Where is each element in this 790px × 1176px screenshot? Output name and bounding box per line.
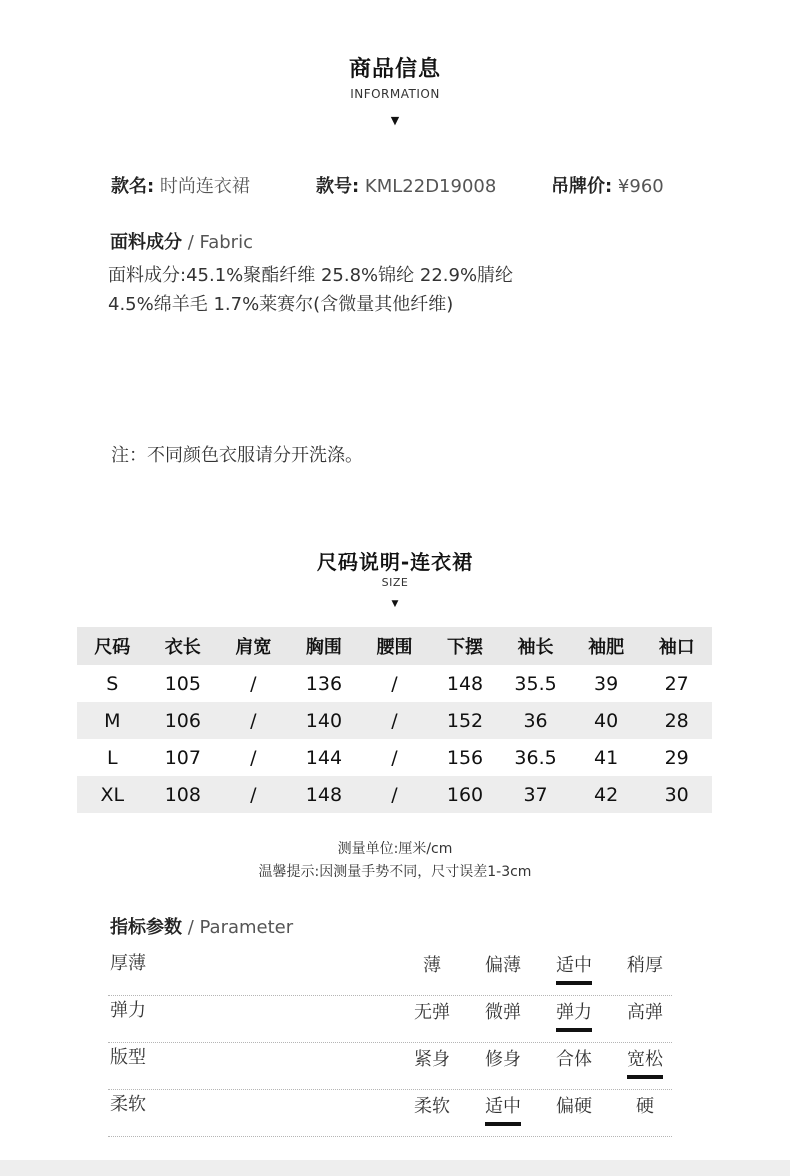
tag-price: [551, 172, 664, 198]
table-cell: 152: [446, 709, 484, 732]
style-number: [316, 172, 496, 198]
table-cell: 156: [446, 746, 484, 769]
table-cell: M: [104, 709, 121, 732]
style-number-value: KML22D19008: [359, 176, 497, 197]
header-sleeve-length: 袖长: [517, 637, 554, 658]
parameter-row-fit: [108, 1043, 672, 1090]
table-cell: 148: [305, 783, 343, 806]
table-cell: 144: [305, 746, 343, 769]
product-info-title: 商品信息: [348, 57, 441, 82]
header-sleeve-width: 袖肥: [588, 637, 625, 658]
parameter-heading-en: / Parameter: [182, 917, 294, 938]
parameter-label: 柔软: [110, 1094, 146, 1115]
header-cuff: 袖口: [658, 637, 695, 658]
table-cell: 160: [446, 783, 484, 806]
table-cell: 108: [164, 783, 201, 806]
table-cell: 107: [164, 746, 201, 769]
parameter-option: 偏薄: [485, 955, 521, 976]
parameter-option-selected: 适中: [546, 951, 602, 977]
table-cell: 148: [446, 672, 484, 695]
parameter-label: 厚薄: [110, 953, 146, 974]
fabric-heading-label: 面料成分: [110, 232, 182, 253]
table-cell: 36: [523, 709, 548, 732]
table-cell: 39: [594, 672, 619, 695]
wash-note: 注：不同颜色衣服请分开洗涤。: [111, 445, 363, 466]
size-table: [77, 627, 712, 813]
fabric-composition-line-2: 4.5%绵羊毛 1.7%莱赛尔(含微量其他纤维): [108, 294, 454, 315]
table-row: [77, 665, 712, 702]
chevron-down-icon: ▼: [390, 114, 400, 127]
table-row: [77, 739, 712, 776]
parameter-option: 紧身: [414, 1049, 450, 1070]
parameter-option: 偏硬: [556, 1096, 592, 1117]
parameter-option: 高弹: [627, 1002, 663, 1023]
table-cell: /: [391, 709, 398, 732]
parameter-row-softness: [108, 1090, 672, 1137]
table-cell: 42: [594, 783, 619, 806]
table-cell: 29: [664, 746, 689, 769]
table-cell: L: [106, 746, 118, 769]
parameter-label: 弹力: [110, 1000, 146, 1021]
measurement-unit-note: 测量单位:厘米/cm: [337, 841, 453, 857]
parameter-option: 薄: [423, 955, 441, 976]
style-name-value: 时尚连衣裙: [154, 176, 250, 197]
parameter-option: 稍厚: [627, 955, 663, 976]
parameter-option: 微弹: [485, 1002, 521, 1023]
header-hem: 下摆: [447, 637, 483, 658]
parameter-row-thickness: [108, 949, 672, 996]
product-info-subtitle: INFORMATION: [350, 87, 440, 101]
table-cell: /: [391, 672, 398, 695]
table-cell: 27: [664, 672, 689, 695]
table-row: [77, 776, 712, 813]
table-cell: 40: [594, 709, 619, 732]
tag-price-label: 吊牌价:: [551, 176, 613, 197]
table-cell: /: [250, 672, 257, 695]
parameter-label: 版型: [110, 1047, 146, 1068]
tag-price-value: ¥960: [612, 176, 664, 197]
size-info-title: 尺码说明-连衣裙: [316, 550, 474, 574]
table-cell: 35.5: [514, 672, 557, 695]
fabric-heading: [110, 228, 253, 254]
table-cell: 28: [664, 709, 689, 732]
parameter-heading: [110, 913, 293, 939]
table-row: [77, 702, 712, 739]
size-table-header: [77, 627, 712, 665]
fabric-composition-line-1: 面料成分:45.1%聚酯纤维 25.8%锦纶 22.9%腈纶: [108, 265, 514, 286]
size-info-subtitle: SIZE: [381, 576, 409, 589]
table-cell: 41: [594, 746, 619, 769]
bottom-divider-bar: [0, 1160, 790, 1176]
table-cell: XL: [100, 783, 125, 806]
parameter-option-selected: 适中: [475, 1092, 531, 1118]
table-cell: 30: [664, 783, 689, 806]
header-waist: 腰围: [376, 637, 413, 658]
header-chest: 胸围: [305, 637, 342, 658]
measurement-tip-note: 温馨提示:因测量手势不同，尺寸误差1-3cm: [258, 864, 532, 880]
style-number-label: 款号:: [316, 176, 360, 197]
header-length: 衣长: [164, 637, 201, 658]
table-cell: /: [250, 783, 257, 806]
table-cell: 140: [305, 709, 343, 732]
parameter-option: 硬: [636, 1096, 654, 1117]
style-name-label: 款名:: [111, 176, 155, 197]
style-name: [111, 172, 250, 198]
chevron-down-icon: ▼: [391, 599, 399, 609]
parameter-option-selected: 弹力: [546, 998, 602, 1024]
parameter-option: 柔软: [414, 1096, 450, 1117]
parameter-row-elasticity: [108, 996, 672, 1043]
parameter-option: 合体: [556, 1049, 592, 1070]
table-cell: 37: [523, 783, 548, 806]
table-cell: 36.5: [514, 746, 557, 769]
table-cell: /: [250, 746, 257, 769]
parameter-heading-label: 指标参数: [110, 917, 182, 938]
header-shoulder: 肩宽: [235, 637, 272, 658]
header-size: 尺码: [94, 637, 131, 658]
table-cell: 105: [164, 672, 201, 695]
table-cell: /: [391, 746, 398, 769]
table-cell: S: [106, 672, 119, 695]
parameter-option: 修身: [485, 1049, 521, 1070]
parameter-option-selected: 宽松: [617, 1045, 673, 1071]
table-cell: 106: [164, 709, 201, 732]
table-cell: /: [391, 783, 398, 806]
table-cell: /: [250, 709, 257, 732]
fabric-heading-en: / Fabric: [182, 232, 253, 253]
table-cell: 136: [305, 672, 343, 695]
parameter-option: 无弹: [414, 1002, 450, 1023]
